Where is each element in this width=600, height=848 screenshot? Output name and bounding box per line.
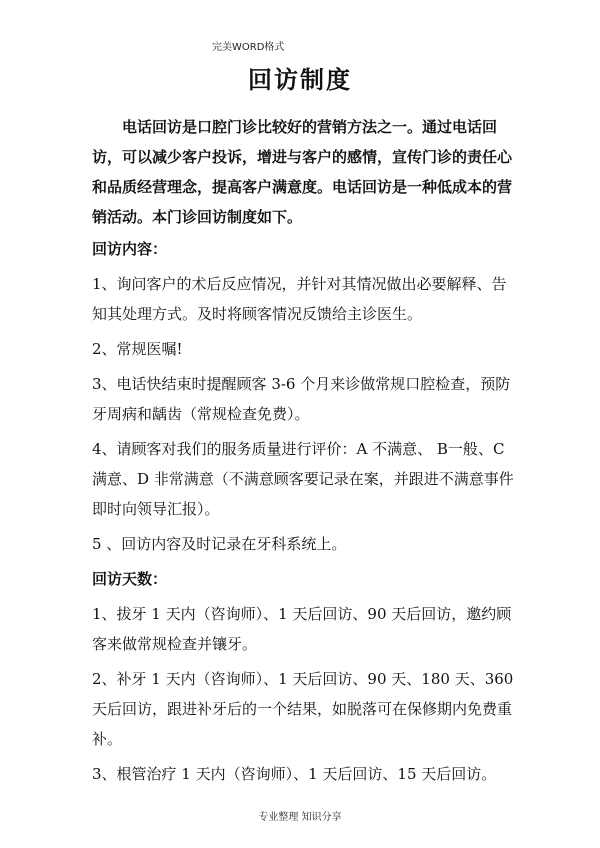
list-item: 2、补牙 1 天内（咨询师）、1 天后回访、90 天、180 天、360 天后回访，跟进补牙后的一个结果，如脱落可在保修期内免费重补。 (92, 670, 514, 748)
page-header-note: 完美WORD格式 (212, 42, 285, 53)
intro-paragraph: 电话回访是口腔门诊比较好的营销方法之一。通过电话回访，可以减少客户投诉，增进与客户的感情，宣传门诊的责任心和品质经营理念，提高客户满意度。电话回访是一种低成本的营销活动。本门诊回访制度如下。 (92, 118, 513, 226)
list-item: 1、询问客户的术后反应情况，并针对其情况做出必要解释、告知其处理方式。及时将顾客情况反馈给主诊医生。 (92, 275, 507, 323)
list-item: 2、常规医嘱! (92, 340, 183, 358)
list-item: 1、拔牙 1 天内（咨询师）、1 天后回访、90 天后回访，邀约顾客来做常规检查并镶牙。 (92, 605, 512, 653)
page-footer-note: 专业整理 知识分享 (258, 812, 342, 823)
section-heading-days: 回访天数： (92, 570, 168, 588)
list-item: 3、电话快结束时提醒顾客 3-6 个月来诊做常规口腔检查，预防牙周病和龋齿（常规检查免费）。 (92, 375, 511, 423)
list-item: 4、请顾客对我们的服务质量进行评价：A 不满意、 B一般、C 满意、D 非常满意（不满意顾客要记录在案，并跟进不满意事件即时向领导汇报）。 (92, 440, 514, 518)
section-heading-content: 回访内容： (92, 240, 168, 258)
list-item: 5 、回访内容及时记录在牙科系统上。 (92, 535, 347, 553)
list-item: 3、根管治疗 1 天内（咨询师）、1 天后回访、15 天后回访。 (92, 765, 497, 783)
page-title: 回访制度 (248, 65, 352, 94)
document-body (92, 112, 516, 794)
